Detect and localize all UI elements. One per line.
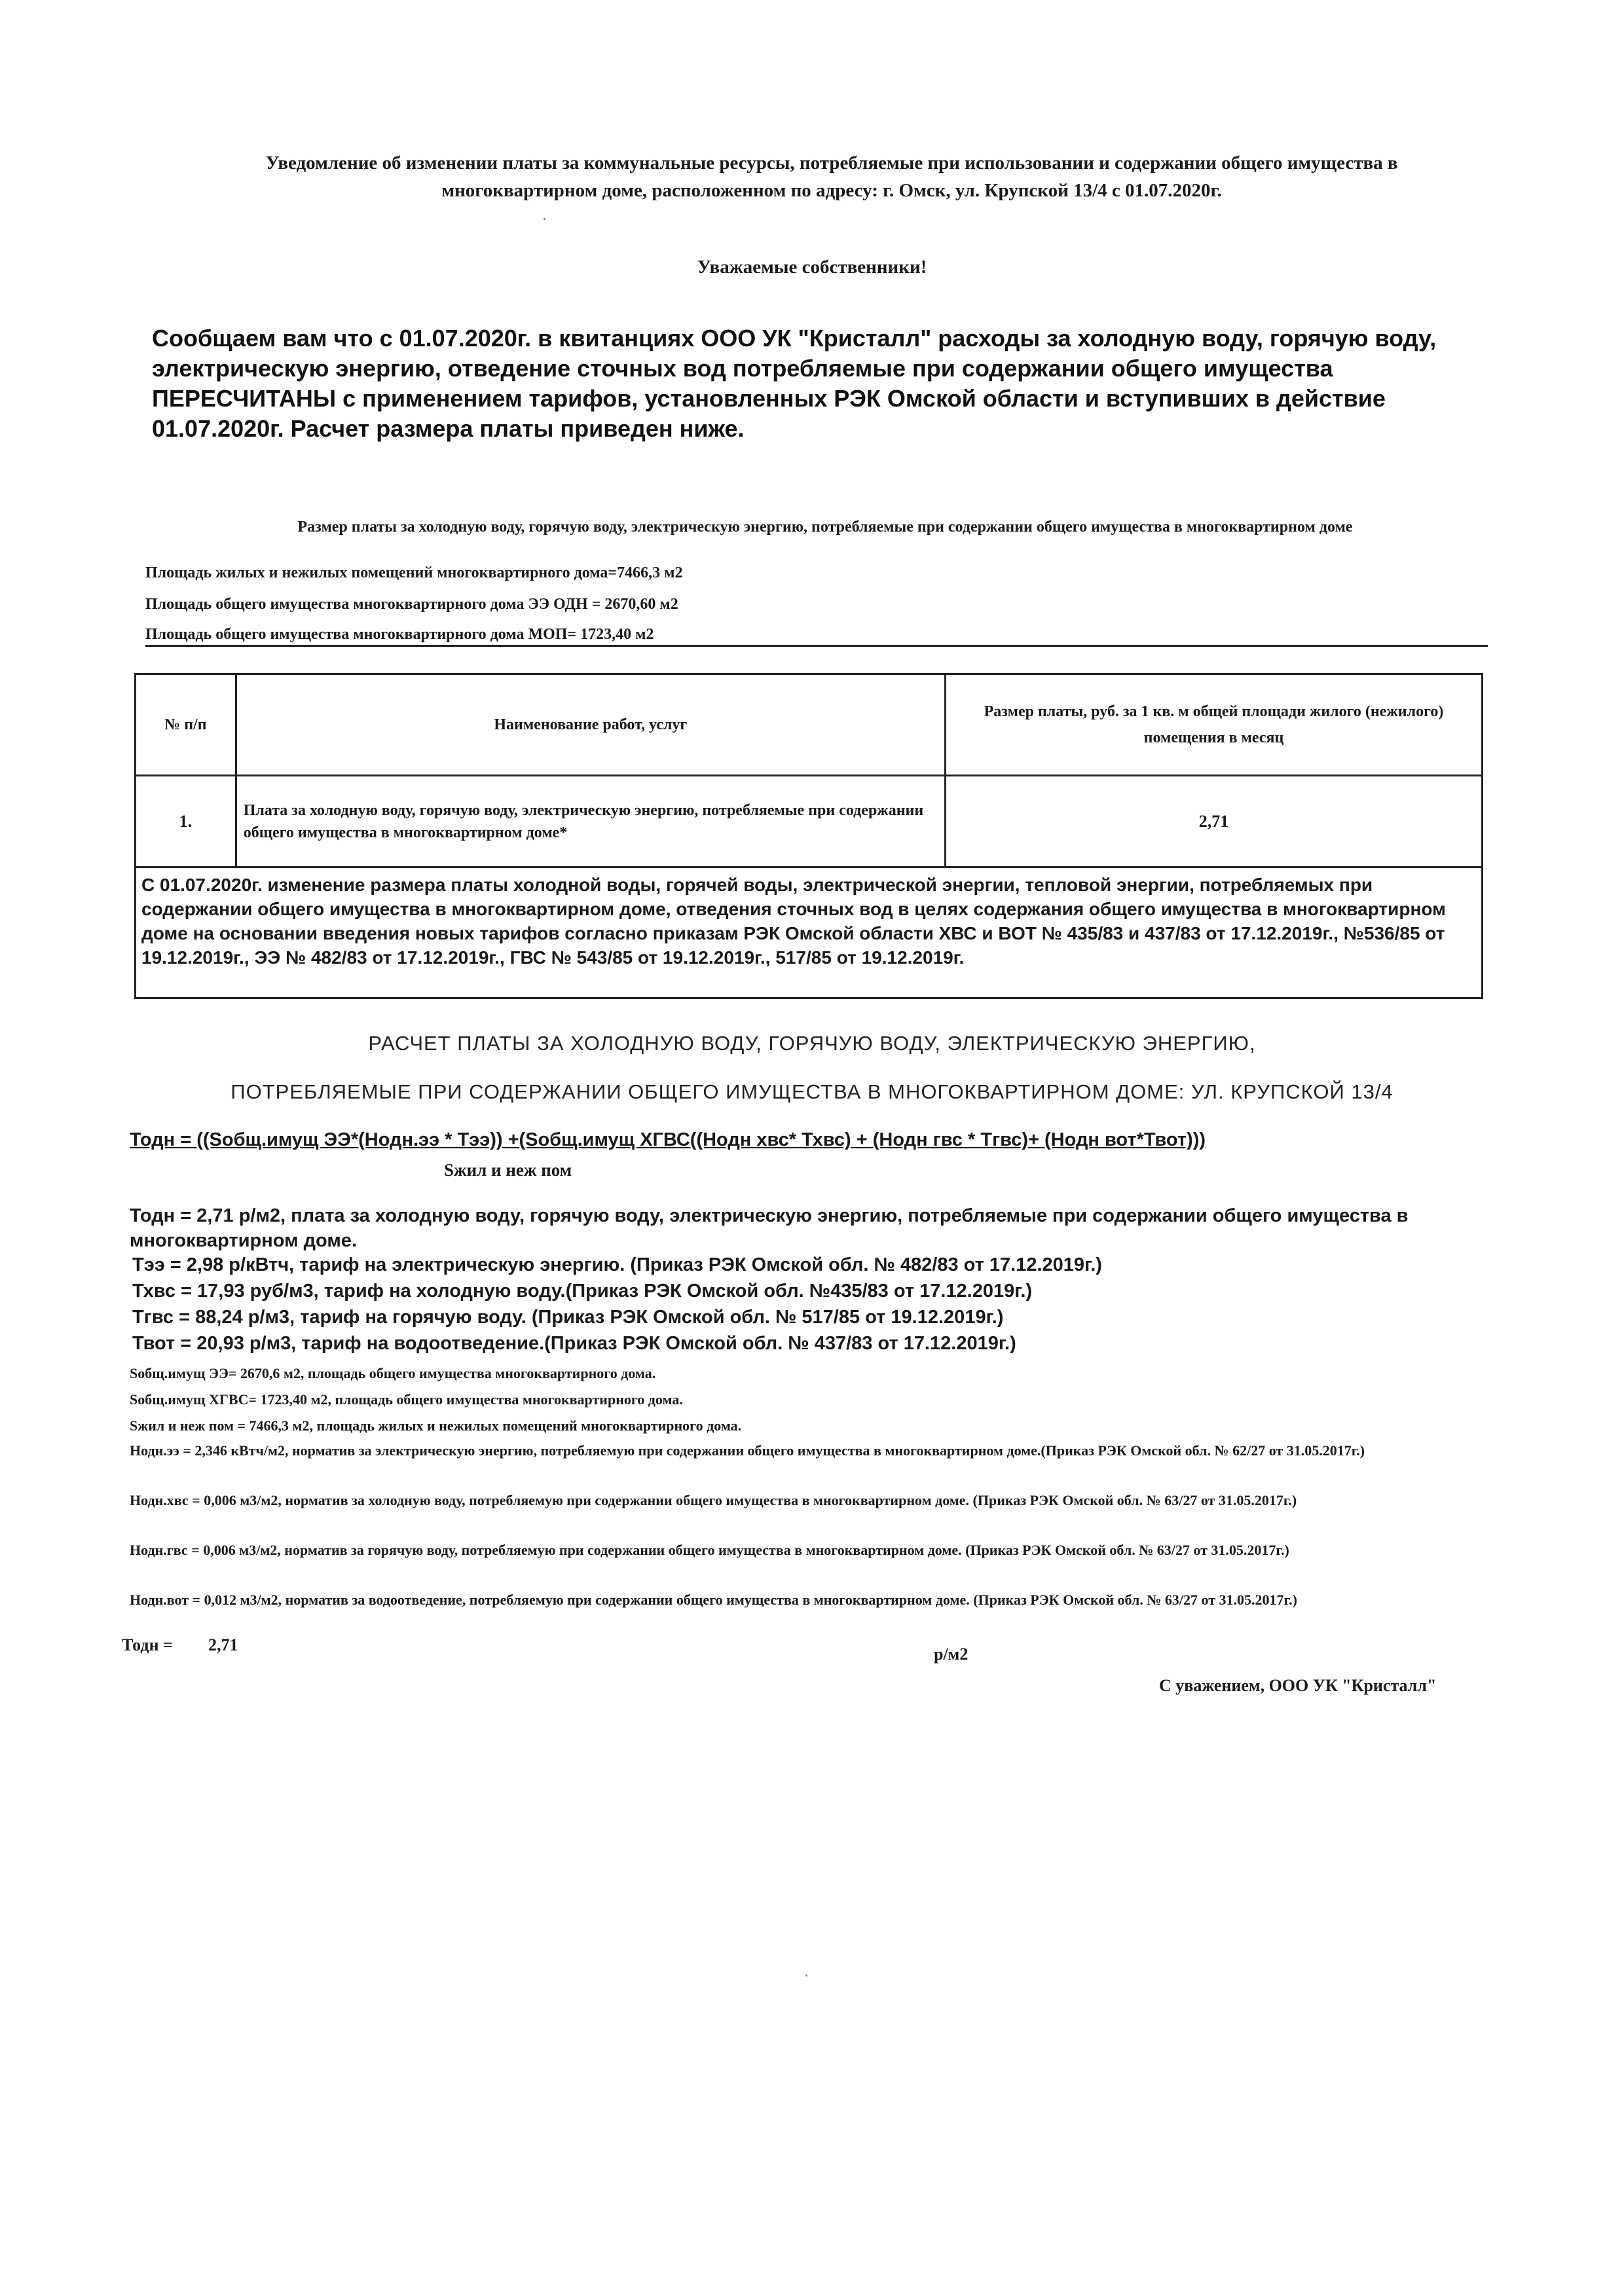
scan-speck — [805, 1975, 807, 1977]
announcement-line-4: 01.07.2020г. Расчет размера платы приведен ниже. — [152, 415, 745, 442]
header-name: Наименование работ, услуг — [236, 674, 945, 776]
result-value: 2,71 — [208, 1635, 238, 1654]
announcement-line-1: Сообщаем вам что с 01.07.2020г. в квитанциях ООО УК "Кристалл" расходы за холодную воду, горячую воду, — [152, 325, 1437, 352]
formula-numerator: Тодн = ((Sобщ.имущ ЭЭ*(Нодн.ээ * Тээ)) +(Sобщ.имущ ХГВС((Нодн хвс* Тхвс) + (Нодн гвс * Тгвс)+ (Нодн вот*Твот))) — [130, 1129, 1206, 1150]
size-caption: Размер платы за холодную воду, горячую воду, электрическую энергию, потребляемые при содержании общего имущества в многоквартирном доме — [297, 519, 1353, 536]
norm-ee: Нодн.ээ = 2,346 кВтч/м2, норматив за электрическую энергию, потребляемую при содержании общего имущества в многоквартирном доме.(Приказ РЭК Омской обл. № 62/27 от 31.05.2017г.) — [130, 1442, 1365, 1459]
tariff-cold-water: Тхвс = 17,93 руб/м3, тариф на холодную воду.(Приказ РЭК Омской обл. №435/83 от 17.12.2019г.) — [132, 1281, 1033, 1302]
tariff-ee: Тээ = 2,98 р/кВтч, тариф на электрическую энергию. (Приказ РЭК Омской обл. № 482/83 от 17.12.2019г.) — [132, 1254, 1102, 1275]
announcement-line-2: электрическую энергию, отведение сточных вод потребляемые при содержании общего имущества — [152, 355, 1333, 382]
todn-description: Тодн = 2,71 р/м2, плата за холодную воду, горячую воду, электрическую энергию, потребляемые при содержании общего имущества в многоквартирном доме. — [130, 1205, 1409, 1251]
table-note-row — [136, 867, 1483, 998]
area-desc-ee: Sобщ.имущ ЭЭ= 2670,6 м2, площадь общего имущества многоквартирного дома. — [130, 1365, 656, 1381]
divider-line — [145, 645, 1488, 647]
notice-line-1: Уведомление об изменении платы за коммунальные ресурсы, потребляемые при использовании и содержании общего имущества в — [265, 153, 1398, 173]
signature: С уважением, ООО УК "Кристалл" — [1159, 1676, 1437, 1695]
announcement — [152, 323, 1481, 444]
tariff-hot-water: Тгвс = 88,24 р/м3, тариф на горячую воду. (Приказ РЭК Омской обл. № 517/85 от 19.12.2019г.) — [132, 1307, 1004, 1328]
table-note: С 01.07.2020г. изменение размера платы холодной воды, горячей воды, электрической энергии, тепловой энергии, потребляемых при содержании общего имущества в многоквартирном доме, отведения сточных вод в целях содержания общего имущества в многоквартирном доме на основании введения новых тарифов согласно приказам РЭК Омской области ХВС и ВОТ № 435/83 и 437/83 от 17.12.2019г., №536/85 от 19.12.2019г., ЭЭ № 482/83 от 17.12.2019г., ГВС № 543/85 от 19.12.2019г., 517/85 от 19.12.2019г. — [136, 867, 1483, 998]
announcement-line-3: ПЕРЕСЧИТАНЫ с применением тарифов, установленных РЭК Омской области и вступивших в действие — [152, 385, 1386, 412]
header-rate: Размер платы, руб. за 1 кв. м общей площади жилого (нежилого) помещения в месяц — [946, 674, 1483, 776]
notice-header — [190, 149, 1473, 204]
notice-line-2: многоквартирном доме, расположенном по адресу: г. Омск, ул. Крупской 13/4 с 01.07.2020г. — [441, 180, 1222, 201]
row-num: 1. — [136, 776, 236, 867]
norm-drainage: Нодн.вот = 0,012 м3/м2, норматив за водоотведение, потребляемую при содержании общего имущества в многоквартирном доме. (Приказ РЭК Омской обл. № 63/27 от 31.05.2017г.) — [130, 1592, 1297, 1608]
scan-speck — [544, 218, 545, 220]
result-label: Тодн = — [122, 1635, 173, 1654]
area-common-ee: Площадь общего имущества многоквартирного дома ЭЭ ОДН = 2670,60 м2 — [145, 596, 678, 613]
calc-title-line-2: ПОТРЕБЛЯЕМЫЕ ПРИ СОДЕРЖАНИИ ОБЩЕГО ИМУЩЕСТВА В МНОГОКВАРТИРНОМ ДОМЕ: УЛ. КРУПСКОЙ 13/4 — [231, 1080, 1393, 1103]
area-desc-hgvs: Sобщ.имущ ХГВС= 1723,40 м2, площадь общего имущества многоквартирного дома. — [130, 1391, 683, 1408]
result-unit: р/м2 — [934, 1645, 969, 1664]
table-header-row — [136, 674, 1483, 776]
norm-cold-water: Нодн.хвс = 0,006 м3/м2, норматив за холодную воду, потребляемую при содержании общего имущества в многоквартирном доме. (Приказ РЭК Омской обл. № 63/27 от 31.05.2017г.) — [130, 1492, 1297, 1508]
greeting: Уважаемые собственники! — [697, 257, 927, 278]
formula-denominator: Sжил и неж пом — [444, 1160, 572, 1180]
table-row — [136, 776, 1483, 867]
norm-hot-water: Нодн.гвс = 0,006 м3/м2, норматив за горячую воду, потребляемую при содержании общего имущества в многоквартирном доме. (Приказ РЭК Омской обл. № 63/27 от 31.05.2017г.) — [130, 1542, 1289, 1558]
header-num: № п/п — [136, 674, 236, 776]
calc-title-line-1: РАСЧЕТ ПЛАТЫ ЗА ХОЛОДНУЮ ВОДУ, ГОРЯЧУЮ ВОДУ, ЭЛЕКТРИЧЕСКУЮ ЭНЕРГИЮ, — [368, 1032, 1256, 1055]
area-desc-residential: Sжил и неж пом = 7466,3 м2, площадь жилых и нежилых помещений многоквартирного дома. — [130, 1417, 742, 1434]
row-rate: 2,71 — [946, 776, 1483, 867]
tariff-table — [134, 673, 1483, 999]
row-name: Плата за холодную воду, горячую воду, электрическую энергию, потребляемые при содержании общего имущества в многоквартирном доме* — [236, 776, 945, 867]
area-common-mop: Площадь общего имущества многоквартирного дома МОП= 1723,40 м2 — [145, 626, 654, 643]
area-residential: Площадь жилых и нежилых помещений многоквартирного дома=7466,3 м2 — [145, 564, 683, 581]
tariff-drainage: Твот = 20,93 р/м3, тариф на водоотведение.(Приказ РЭК Омской обл. № 437/83 от 17.12.2019г.) — [132, 1333, 1016, 1354]
